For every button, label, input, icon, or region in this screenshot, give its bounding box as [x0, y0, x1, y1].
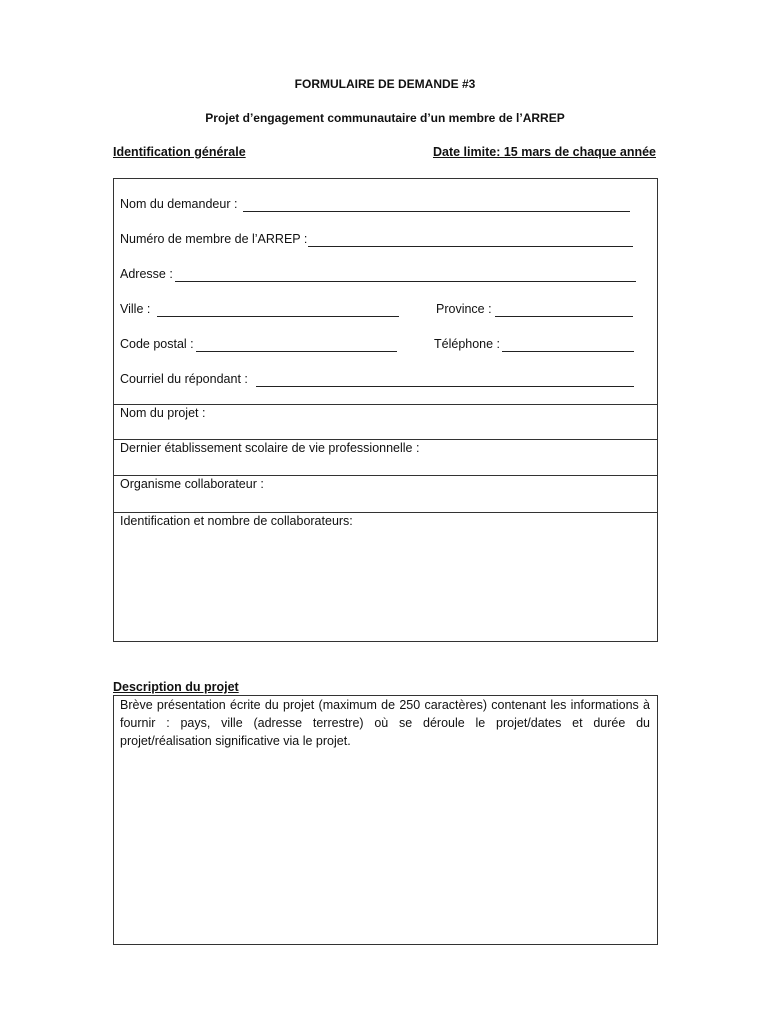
field-line-numero-membre[interactable]: [308, 246, 633, 247]
field-label-province: Province :: [436, 302, 492, 316]
divider: [113, 475, 658, 476]
field-line-province[interactable]: [495, 316, 633, 317]
field-label-adresse: Adresse :: [120, 267, 173, 281]
divider: [113, 439, 658, 440]
field-label-telephone: Téléphone :: [434, 337, 501, 351]
section-identification-heading: Identification générale: [113, 145, 246, 159]
field-line-telephone[interactable]: [502, 351, 634, 352]
field-label-numero-membre: Numéro de membre de l’ARREP :: [120, 232, 308, 246]
field-label-courriel: Courriel du répondant :: [120, 372, 248, 386]
field-line-ville[interactable]: [157, 316, 399, 317]
form-subtitle: Projet d’engagement communautaire d’un membre de l’ARREP: [205, 111, 565, 125]
description-instructions: Brève présentation écrite du projet (maximum de 250 caractères) contenant les informations à fournir : pays, ville (adresse terrestre) où se déroule le projet/dates et durée du projet/réalisation significative via le projet.: [120, 698, 650, 748]
divider: [113, 404, 658, 405]
field-line-courriel[interactable]: [256, 386, 634, 387]
form-title: FORMULAIRE DE DEMANDE #3: [294, 77, 476, 91]
divider: [113, 512, 658, 513]
field-label-ville: Ville :: [120, 302, 151, 316]
field-line-adresse[interactable]: [175, 281, 636, 282]
field-label-nom-demandeur: Nom du demandeur :: [120, 197, 238, 211]
section-description-heading: Description du projet: [113, 680, 239, 694]
deadline-text: Date limite: 15 mars de chaque année: [432, 145, 656, 159]
field-line-nom-demandeur[interactable]: [243, 211, 630, 212]
field-label-nom-projet: Nom du projet :: [120, 406, 206, 420]
field-label-organisme: Organisme collaborateur :: [120, 477, 264, 491]
field-label-dernier-etablissement: Dernier établissement scolaire de vie professionnelle :: [120, 441, 420, 455]
field-line-code-postal[interactable]: [196, 351, 397, 352]
field-label-code-postal: Code postal :: [120, 337, 194, 351]
field-label-collaborateurs: Identification et nombre de collaborateurs:: [120, 514, 353, 528]
